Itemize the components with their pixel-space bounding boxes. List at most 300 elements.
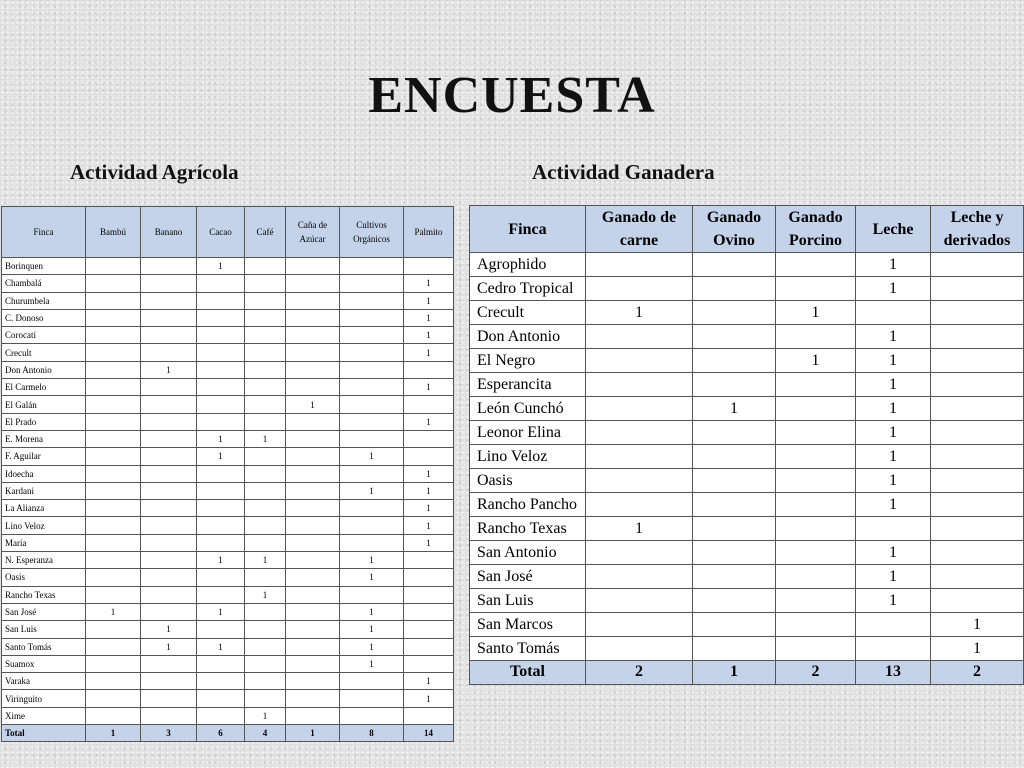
value-cell: 1 [340,638,404,655]
value-cell [286,448,340,465]
value-cell [931,589,1024,613]
value-cell: 1 [586,517,693,541]
finca-name-cell: San Luis [470,589,586,613]
value-cell [776,613,856,637]
value-cell [245,569,286,586]
table-row [2,707,454,724]
agricola-header-cell: Palmito [404,207,454,258]
value-cell: 1 [856,589,931,613]
value-cell [286,707,340,724]
value-cell [586,541,693,565]
value-cell [197,690,245,707]
value-cell [245,673,286,690]
finca-name-cell: Lino Veloz [470,445,586,469]
value-cell [245,482,286,499]
finca-name-cell: Suamox [2,655,86,672]
value-cell [197,344,245,361]
value-cell: 1 [404,534,454,551]
table-row [2,275,454,292]
table-row [470,541,1024,565]
value-cell [340,534,404,551]
finca-name-cell: Kardani [2,482,86,499]
agricola-header-cell: Finca [2,207,86,258]
value-cell [141,309,197,326]
value-cell [776,541,856,565]
value-cell [776,445,856,469]
finca-name-cell: El Galán [2,396,86,413]
agricola-header-row [2,207,454,258]
finca-name-cell: F. Aguilar [2,448,86,465]
finca-name-cell: Santo Tomás [2,638,86,655]
value-cell [86,258,141,275]
value-cell [141,673,197,690]
value-cell [286,413,340,430]
value-cell [245,344,286,361]
agricola-subtitle: Actividad Agrícola [70,160,239,184]
agricola-header-cell: Bambú [86,207,141,258]
value-cell [286,586,340,603]
ganadera-header-cell: Ganado Porcino [776,206,856,253]
value-cell [776,493,856,517]
value-cell [197,379,245,396]
page-title: ENCUESTA [368,67,656,124]
table-row [2,465,454,482]
value-cell [286,621,340,638]
finca-name-cell: El Carmelo [2,379,86,396]
value-cell [245,465,286,482]
value-cell [586,373,693,397]
agricola-table [1,206,454,742]
value-cell [931,445,1024,469]
value-cell [141,482,197,499]
value-cell [86,552,141,569]
value-cell [931,469,1024,493]
value-cell [197,396,245,413]
finca-name-cell: Rancho Texas [470,517,586,541]
value-cell [340,344,404,361]
value-cell [245,517,286,534]
value-cell [86,482,141,499]
table-row [2,309,454,326]
value-cell: 1 [340,552,404,569]
value-cell [693,589,776,613]
value-cell: 1 [141,621,197,638]
value-cell: 1 [856,277,931,301]
table-row [2,517,454,534]
value-cell [86,292,141,309]
value-cell [197,517,245,534]
value-cell: 1 [586,301,693,325]
value-cell [586,613,693,637]
value-cell [586,469,693,493]
value-cell: 1 [197,258,245,275]
total-value-cell: 8 [340,725,404,742]
table-row [470,421,1024,445]
value-cell [141,552,197,569]
value-cell [693,469,776,493]
value-cell [245,621,286,638]
value-cell [404,638,454,655]
value-cell [86,707,141,724]
value-cell [286,275,340,292]
value-cell [141,275,197,292]
value-cell [197,465,245,482]
value-cell: 1 [340,448,404,465]
value-cell [286,673,340,690]
value-cell: 1 [856,565,931,589]
value-cell: 1 [197,430,245,447]
value-cell [404,586,454,603]
value-cell [286,258,340,275]
table-row [470,565,1024,589]
value-cell [286,327,340,344]
finca-name-cell: Santo Tomás [470,637,586,661]
finca-name-cell: La Alianza [2,500,86,517]
value-cell [86,638,141,655]
value-cell [286,430,340,447]
finca-name-cell: El Prado [2,413,86,430]
value-cell: 1 [340,569,404,586]
table-row [470,469,1024,493]
table-row [2,430,454,447]
value-cell [197,327,245,344]
value-cell [856,637,931,661]
value-cell [776,469,856,493]
value-cell [286,482,340,499]
table-row [470,253,1024,277]
total-value-cell: 1 [86,725,141,742]
value-cell [245,413,286,430]
total-value-cell: 4 [245,725,286,742]
value-cell [404,361,454,378]
value-cell [286,655,340,672]
value-cell [245,327,286,344]
finca-name-cell: Don Antonio [470,325,586,349]
value-cell [197,361,245,378]
value-cell: 1 [245,552,286,569]
value-cell [404,569,454,586]
value-cell [86,361,141,378]
value-cell: 1 [856,373,931,397]
table-row [2,396,454,413]
value-cell: 1 [404,690,454,707]
value-cell [404,258,454,275]
value-cell [141,413,197,430]
value-cell [404,396,454,413]
value-cell [141,586,197,603]
value-cell [86,413,141,430]
total-value-cell: 2 [931,661,1024,685]
ganadera-header-cell: Finca [470,206,586,253]
value-cell [856,613,931,637]
value-cell [86,379,141,396]
value-cell: 1 [86,603,141,620]
value-cell: 1 [141,361,197,378]
value-cell [245,690,286,707]
value-cell [286,292,340,309]
value-cell [931,541,1024,565]
value-cell [340,327,404,344]
value-cell [693,253,776,277]
value-cell [141,655,197,672]
finca-name-cell: Crecult [470,301,586,325]
finca-name-cell: Viringuito [2,690,86,707]
value-cell [931,277,1024,301]
table-row [2,621,454,638]
value-cell [340,707,404,724]
value-cell: 1 [856,325,931,349]
total-label-cell: Total [2,725,86,742]
table-row [470,637,1024,661]
total-value-cell: 1 [286,725,340,742]
value-cell [856,301,931,325]
value-cell [141,379,197,396]
finca-name-cell: Churumbela [2,292,86,309]
finca-name-cell: León Cunchó [470,397,586,421]
value-cell [586,565,693,589]
value-cell [86,655,141,672]
value-cell [245,292,286,309]
table-row [470,301,1024,325]
value-cell [197,275,245,292]
value-cell [776,325,856,349]
table-row [2,482,454,499]
value-cell [141,603,197,620]
value-cell [931,301,1024,325]
value-cell [693,613,776,637]
value-cell [693,373,776,397]
finca-name-cell: San José [470,565,586,589]
value-cell: 1 [245,430,286,447]
value-cell [404,552,454,569]
value-cell [693,565,776,589]
value-cell: 1 [856,349,931,373]
value-cell: 1 [404,344,454,361]
value-cell [693,349,776,373]
finca-name-cell: Oasis [470,469,586,493]
value-cell [197,621,245,638]
value-cell [141,344,197,361]
agricola-header-cell: Cultivos Orgánicos [340,207,404,258]
value-cell: 1 [245,586,286,603]
total-value-cell: 1 [693,661,776,685]
value-cell [931,253,1024,277]
value-cell [86,344,141,361]
value-cell: 1 [404,275,454,292]
value-cell: 1 [856,445,931,469]
value-cell [776,589,856,613]
table-row [2,655,454,672]
value-cell [404,707,454,724]
value-cell [141,517,197,534]
value-cell: 1 [856,493,931,517]
value-cell [340,258,404,275]
value-cell [340,396,404,413]
value-cell: 1 [404,673,454,690]
value-cell [86,517,141,534]
table-row [470,397,1024,421]
finca-name-cell: Esperancita [470,373,586,397]
value-cell [141,569,197,586]
value-cell [197,569,245,586]
ganadera-header-cell: Ganado Ovino [693,206,776,253]
value-cell [776,637,856,661]
value-cell [340,690,404,707]
value-cell [86,396,141,413]
value-cell: 1 [197,638,245,655]
value-cell [141,430,197,447]
value-cell [693,493,776,517]
table-row [470,373,1024,397]
value-cell [197,673,245,690]
value-cell [141,500,197,517]
value-cell [586,589,693,613]
value-cell: 1 [197,552,245,569]
value-cell [197,482,245,499]
finca-name-cell: Lino Veloz [2,517,86,534]
value-cell [286,552,340,569]
finca-name-cell: Oasis [2,569,86,586]
value-cell [141,690,197,707]
total-row [2,725,454,742]
value-cell [86,327,141,344]
value-cell [776,253,856,277]
value-cell [86,586,141,603]
value-cell: 1 [856,469,931,493]
ganadera-subtitle: Actividad Ganadera [532,160,715,184]
finca-name-cell: E. Morena [2,430,86,447]
value-cell [286,534,340,551]
value-cell: 1 [245,707,286,724]
value-cell [245,603,286,620]
total-value-cell: 6 [197,725,245,742]
finca-name-cell: San Luis [2,621,86,638]
value-cell: 1 [404,327,454,344]
value-cell [245,448,286,465]
value-cell [245,275,286,292]
value-cell [776,565,856,589]
value-cell [141,327,197,344]
value-cell: 1 [856,421,931,445]
value-cell [340,465,404,482]
value-cell [931,565,1024,589]
value-cell: 1 [286,396,340,413]
value-cell [197,309,245,326]
total-value-cell: 14 [404,725,454,742]
value-cell [86,690,141,707]
value-cell [404,655,454,672]
value-cell [286,603,340,620]
table-row [2,690,454,707]
value-cell [693,637,776,661]
value-cell [197,534,245,551]
value-cell [586,325,693,349]
total-value-cell: 13 [856,661,931,685]
value-cell [141,534,197,551]
value-cell [286,569,340,586]
value-cell [586,445,693,469]
value-cell [245,309,286,326]
table-row [2,379,454,396]
value-cell [86,621,141,638]
value-cell [340,309,404,326]
table-row [2,292,454,309]
finca-name-cell: Rancho Pancho [470,493,586,517]
value-cell [86,534,141,551]
value-cell [586,493,693,517]
value-cell [197,413,245,430]
table-row [470,517,1024,541]
value-cell [197,707,245,724]
value-cell [286,465,340,482]
value-cell [586,397,693,421]
value-cell [340,379,404,396]
value-cell: 1 [404,292,454,309]
value-cell [245,361,286,378]
value-cell [245,500,286,517]
table-row [470,589,1024,613]
value-cell [86,309,141,326]
value-cell [286,517,340,534]
value-cell [197,292,245,309]
value-cell: 1 [404,482,454,499]
table-row [2,673,454,690]
value-cell [286,500,340,517]
value-cell: 1 [856,397,931,421]
value-cell [931,397,1024,421]
value-cell [340,517,404,534]
value-cell [776,397,856,421]
ganadera-header-row [470,206,1024,253]
value-cell [245,258,286,275]
value-cell [586,277,693,301]
value-cell [197,586,245,603]
value-cell [586,637,693,661]
value-cell [404,430,454,447]
total-value-cell: 2 [586,661,693,685]
finca-name-cell: Don Antonio [2,361,86,378]
value-cell [86,673,141,690]
table-row [2,500,454,517]
value-cell [245,638,286,655]
agricola-header-cell: Banano [141,207,197,258]
value-cell: 1 [931,613,1024,637]
value-cell [693,517,776,541]
finca-name-cell: María [2,534,86,551]
value-cell [197,655,245,672]
value-cell [86,569,141,586]
total-row [470,661,1024,685]
value-cell: 1 [856,541,931,565]
value-cell [776,277,856,301]
agricola-header-cell: Cacao [197,207,245,258]
finca-name-cell: Varaka [2,673,86,690]
finca-name-cell: Rancho Texas [2,586,86,603]
table-row [2,361,454,378]
finca-name-cell: Chambalá [2,275,86,292]
finca-name-cell: Cedro Tropical [470,277,586,301]
value-cell [340,292,404,309]
value-cell [776,421,856,445]
value-cell: 1 [404,500,454,517]
table-row [2,534,454,551]
table-row [2,586,454,603]
value-cell: 1 [340,621,404,638]
value-cell [693,541,776,565]
value-cell [340,275,404,292]
value-cell [340,430,404,447]
ganadera-header-cell: Leche y derivados [931,206,1024,253]
